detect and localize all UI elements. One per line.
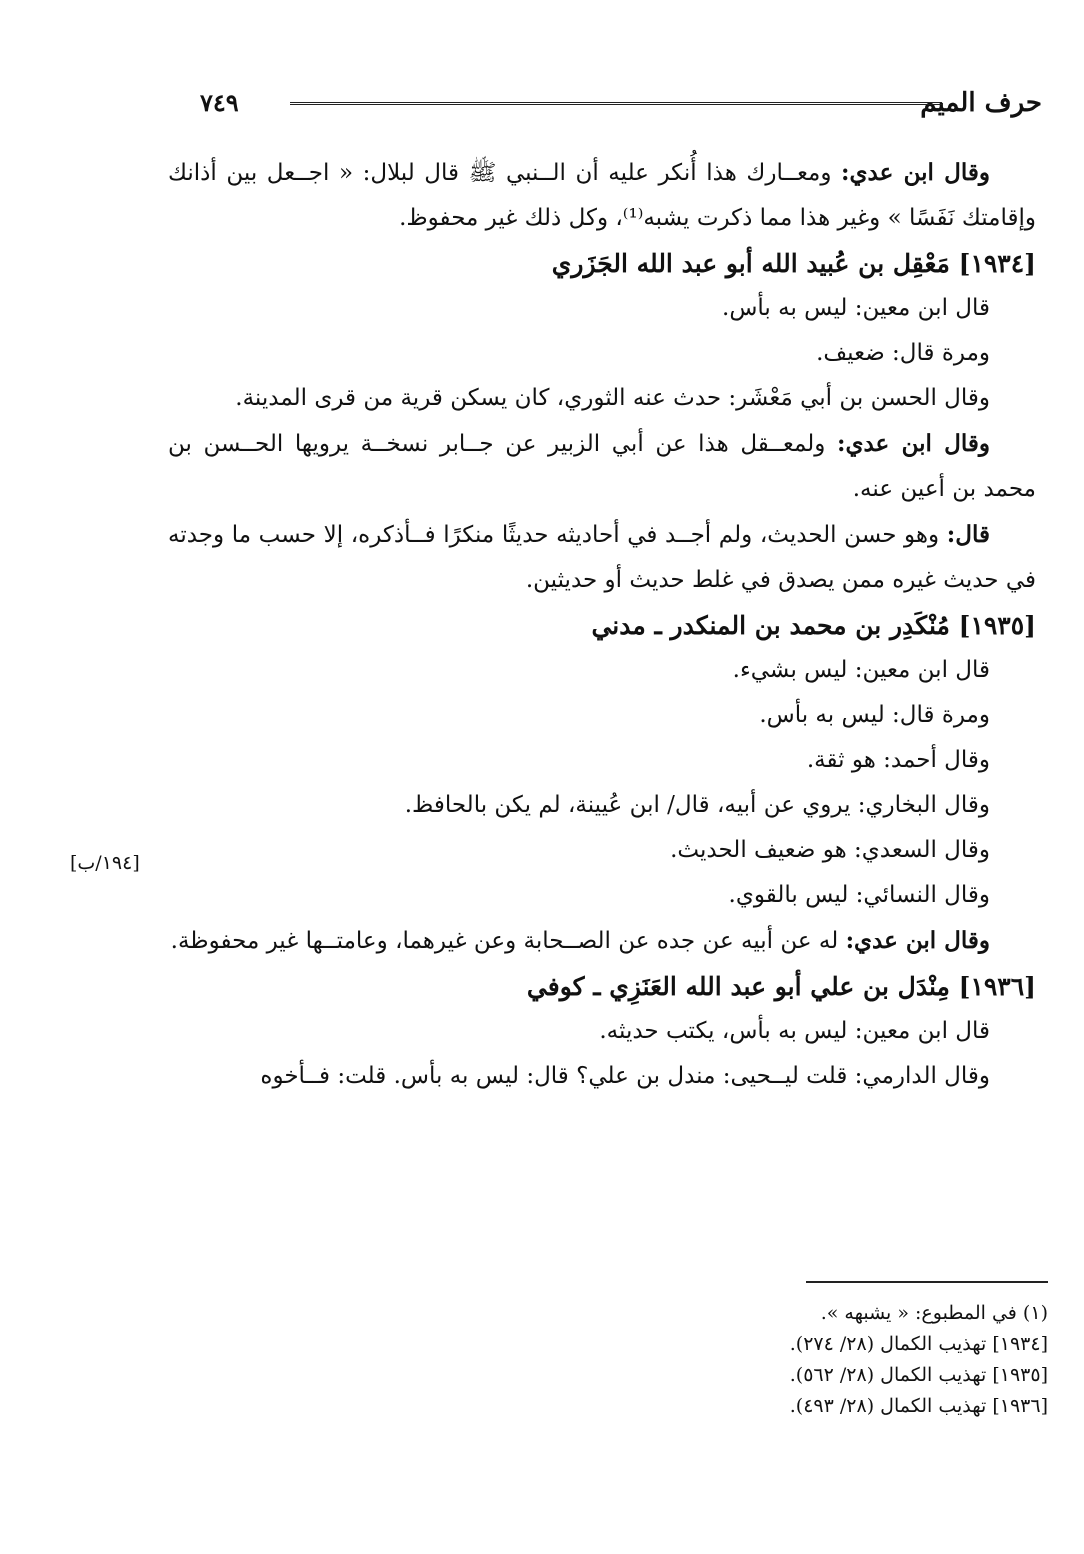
footnotes (448, 1298, 1048, 1422)
page-number: ٧٤٩ (200, 88, 239, 117)
paragraph (168, 918, 1036, 964)
paragraph-text: وقال أحمد: هو ثقة. (806, 747, 990, 773)
paragraph-text: وقال السعدي: هو ضعيف الحديث. (670, 837, 990, 863)
margin-note: [١٩٤/ب] (70, 852, 140, 874)
footnote: [١٩٣٥] تهذيب الكمال (٢٨/ ٥٦٢). (789, 1364, 1048, 1386)
paragraph (168, 873, 1036, 918)
paragraph (168, 1054, 1036, 1099)
footnote-rule (806, 1281, 1048, 1283)
entry-heading: [١٩٣٥] مُنْكَدِر بن محمد بن المنكدر ـ مدني (591, 611, 1036, 640)
speaker: وقال ابن عدي: (841, 159, 990, 186)
paragraph-text: قال ابن معين: ليس به بأس، يكتب حديثه. (599, 1018, 990, 1044)
paragraph (168, 331, 1036, 376)
footnote: [١٩٣٦] تهذيب الكمال (٢٨/ ٤٩٣). (789, 1395, 1048, 1417)
paragraph-text: وقال النسائي: ليس بالقوي. (728, 882, 990, 908)
paragraph-text: قال ابن معين: ليس بشيء. (732, 657, 990, 683)
entry-heading: [١٩٣٦] مِنْدَل بن علي أبو عبد الله العَنَزِي ـ كوفي (526, 972, 1036, 1001)
paragraph-text: وهو حسن الحديث، ولم أجــد في أحاديثه حديثًا منكرًا فــأذكره، إلا حسب ما وجدته في حديث غيره ممن يصدق في غلط حديث أو حديثين. (168, 522, 1036, 593)
chapter-title: حرف الميم (920, 88, 1042, 118)
paragraph (168, 738, 1036, 783)
paragraph-text: ولمعــقل هذا عن أبي الزبير عن جــابر نسخــة يرويها الحــسن بن محمد بن أعين عنه. (168, 431, 1036, 502)
paragraph (168, 286, 1036, 331)
paragraph-text: له عن أبيه عن جده عن الصــحابة وعن غيرهما، وعامتــها غير محفوظة. (170, 928, 846, 954)
paragraph (168, 512, 1036, 603)
speaker: وقال ابن عدي: (845, 927, 990, 954)
speaker: وقال ابن عدي: (836, 430, 990, 457)
paragraph (168, 376, 1036, 421)
header-rule (290, 102, 942, 105)
entry-heading: [١٩٣٤] مَعْقِل بن عُبيد الله أبو عبد الله الجَزَري (551, 249, 1036, 278)
paragraph-text: قال ابن معين: ليس به بأس. (722, 295, 990, 321)
running-header (200, 88, 1042, 124)
paragraph-text: ومرة قال: ليس به بأس. (759, 702, 990, 728)
paragraph-text: وقال الدارمي: قلت ليــحيى: مندل بن علي؟ قال: ليس به بأس. قلت: فــأخوه (260, 1063, 990, 1089)
paragraph (168, 828, 1036, 873)
paragraph-text: وقال البخاري: يروي عن أبيه، قال/ ابن عُيينة، لم يكن بالحافظ. (404, 792, 990, 818)
footnote: (١) في المطبوع: « يشبهه ». (820, 1302, 1048, 1324)
paragraph (168, 648, 1036, 693)
paragraph (168, 150, 1036, 241)
paragraph (168, 693, 1036, 738)
speaker: قال: (946, 521, 990, 548)
paragraph-text: ومرة قال: ضعيف. (816, 340, 990, 366)
paragraph (168, 1009, 1036, 1054)
footnote: [١٩٣٤] تهذيب الكمال (٢٨/ ٢٧٤). (789, 1333, 1048, 1355)
paragraph (168, 783, 1036, 828)
paragraph-text: وقال الحسن بن أبي مَعْشَر: حدث عنه الثوري، كان يسكن قرية من قرى المدينة. (235, 385, 990, 411)
paragraph-text: ومعــارك هذا أُنكر عليه أن الــنبي ﷺ قال لبلال: « اجــعل بين أذانك وإقامتك نَفَسًا » وغير هذا مما ذكرت يشبه⁽¹⁾، وكل ذلك غير محفوظ. (168, 160, 1036, 231)
paragraph (168, 421, 1036, 512)
main-text (168, 150, 1036, 1099)
